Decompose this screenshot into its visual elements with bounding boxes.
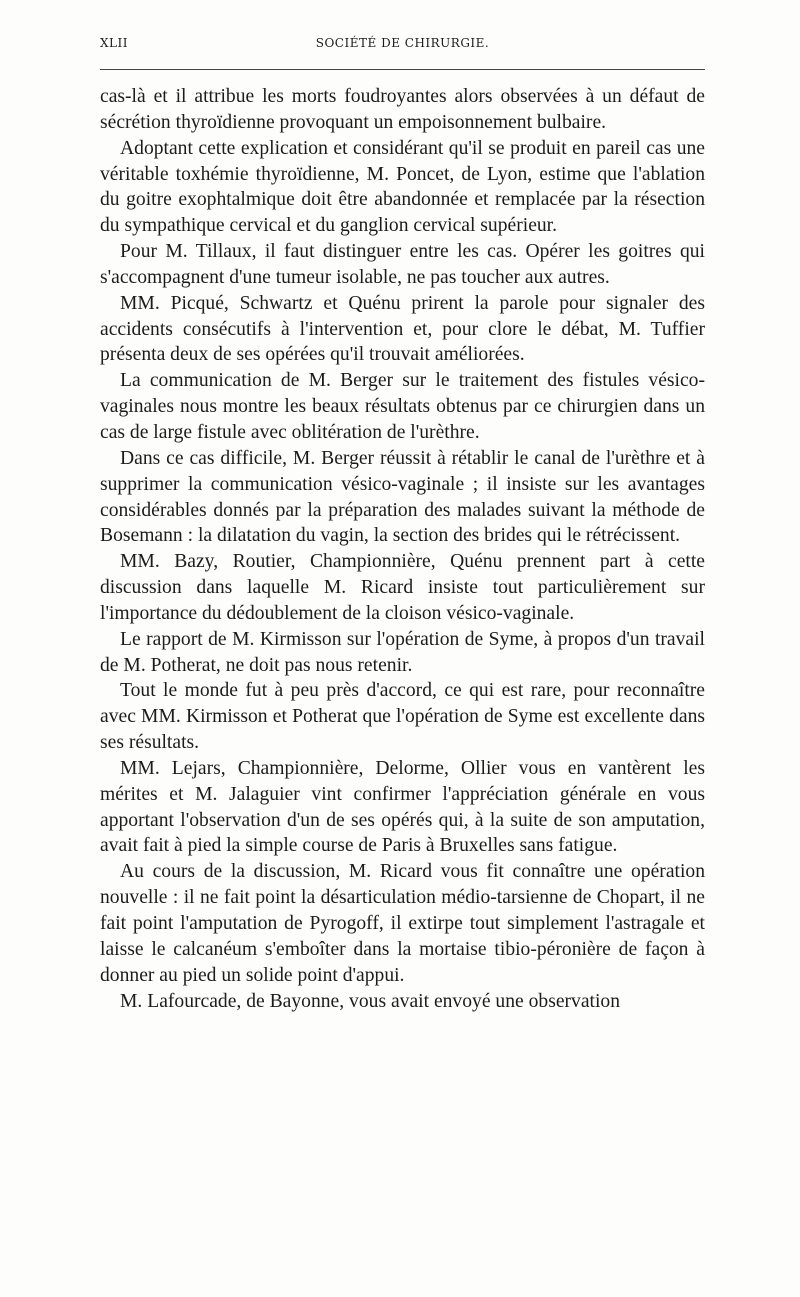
paragraph: MM. Lejars, Championnière, Delorme, Ollier vous en vantèrent les mérites et M. Jalaguier vint confirmer l'appréciation générale en vous apportant l'observation d'un de ses opérés qui, à la suite de son amputation, avait fait à pied la simple course de Paris à Bruxelles sans fatigue. [100, 757, 705, 857]
body-text [100, 84, 705, 1014]
header-rule [100, 69, 705, 70]
paragraph: La communication de M. Berger sur le traitement des fistules vésico-vaginales nous montre les beaux résultats obtenus par ce chirurgien dans un cas de large fistule avec oblitération de l'urèthre. [100, 370, 705, 443]
page [100, 0, 705, 1297]
paragraph: Le rapport de M. Kirmisson sur l'opération de Syme, à propos d'un travail de M. Potherat, ne doit pas nous retenir. [100, 628, 705, 676]
page-number: XLII [100, 36, 128, 50]
paragraph: MM. Bazy, Routier, Championnière, Quénu prennent part à cette discussion dans laquelle M. Ricard insiste tout particulièrement sur l'importance du dédoublement de la cloison vésico-vaginale. [100, 551, 705, 624]
paragraph: Pour M. Tillaux, il faut distinguer entre les cas. Opérer les goitres qui s'accompagnent d'une tumeur isolable, ne pas toucher aux autres. [100, 241, 705, 288]
paragraph: MM. Picqué, Schwartz et Quénu prirent la parole pour signaler des accidents consécutifs à l'intervention et, pour clore le débat, M. Tuffier présenta deux de ses opérées qu'il trouvait améliorées. [100, 292, 705, 366]
paragraph: Tout le monde fut à peu près d'accord, ce qui est rare, pour reconnaître avec MM. Kirmisson et Potherat que l'opération de Syme est excellente dans ses résultats. [100, 680, 705, 754]
paragraph: Adoptant cette explication et considérant qu'il se produit en pareil cas une véritable toxhémie thyroïdienne, M. Poncet, de Lyon, estime que l'ablation du goitre exophtalmique doit être abandonnée et remplacée par la résection du sympathique cervical et du ganglion cervical supérieur. [100, 137, 705, 237]
paragraph: M. Lafourcade, de Bayonne, vous avait envoyé une observation [120, 990, 621, 1012]
paragraph: cas-là et il attribue les morts foudroyantes alors observées à un défaut de sécrétion thyroïdienne provoquant un empoisonnement bulbaire. [100, 86, 705, 133]
paragraph: Dans ce cas difficile, M. Berger réussit à rétablir le canal de l'urèthre et à supprimer la communication vésico-vaginale ; il insiste sur les avantages considérables donnés par la préparation des malades suivant la méthode de Bosemann : la dilatation du vagin, la section des brides qui le rétrécissent. [100, 447, 705, 547]
running-head [100, 36, 705, 56]
paragraph: Au cours de la discussion, M. Ricard vous fit connaître une opération nouvelle : il ne fait point la désarticulation médio-tarsienne de Chopart, il ne fait point l'amputation de Pyrogoff, il extirpe tout simplement l'astragale et laisse le calcanéum s'emboîter dans la mortaise tibio-péronière de façon à donner au pied un solide point d'appui. [100, 861, 705, 986]
running-title: SOCIÉTÉ DE CHIRURGIE. [315, 36, 490, 50]
